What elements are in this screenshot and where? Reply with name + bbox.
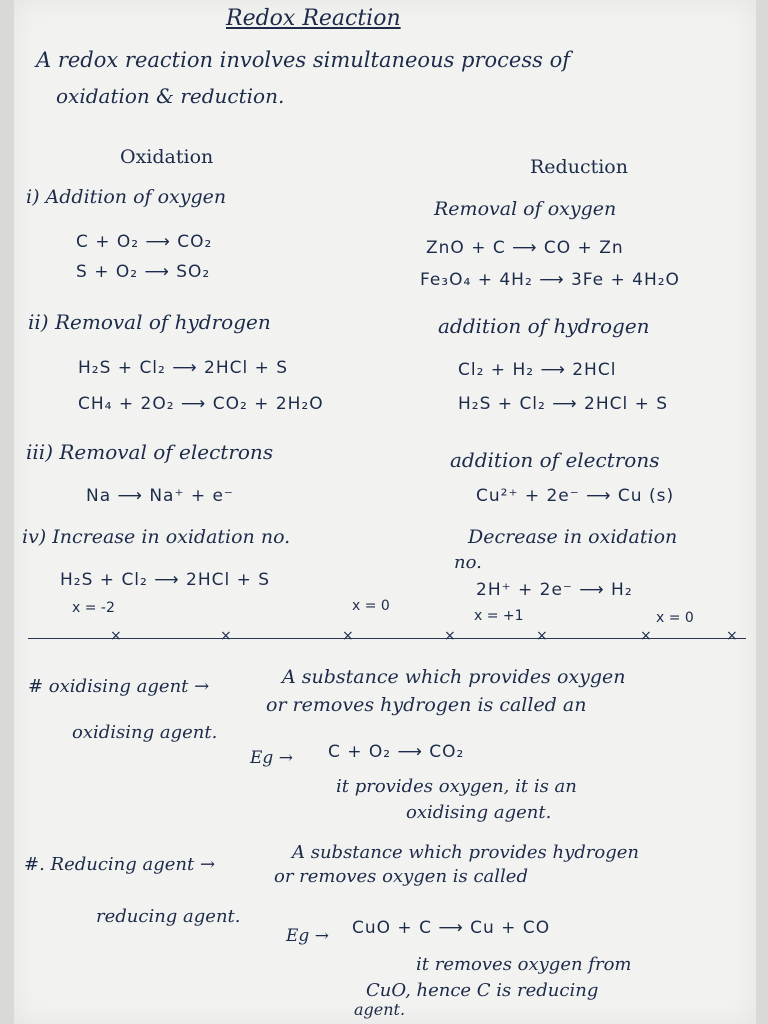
- oxidising-agent-def-1: A substance which provides oxygen: [282, 666, 626, 688]
- section-divider: [28, 638, 746, 639]
- reducing-agent-explain-1: it removes oxygen from: [416, 954, 632, 975]
- intro-line-1: A redox reaction involves simultaneous process of: [36, 48, 571, 72]
- reduction-item-3-label: addition of electrons: [450, 448, 660, 472]
- divider-mark: ×: [536, 628, 548, 644]
- reducing-agent-eg-label: Eg →: [286, 926, 329, 946]
- reducing-agent-eg-equation: CuO + C ⟶ Cu + CO: [352, 918, 551, 938]
- oxidation-item-4-label: iv) Increase in oxidation no.: [22, 526, 291, 548]
- divider-mark: ×: [444, 628, 456, 644]
- oxidation-item-4-note-2: x = 0: [352, 598, 390, 614]
- oxidation-item-3-label: iii) Removal of electrons: [26, 440, 274, 464]
- page-title: Redox Reaction: [226, 6, 401, 31]
- oxidising-agent-eg-label: Eg →: [250, 748, 293, 768]
- reduction-item-4-note-2: x = 0: [656, 610, 694, 626]
- oxidation-item-3-eq-1: Na ⟶ Na⁺ + e⁻: [86, 486, 234, 506]
- reducing-agent-term: #. Reducing agent →: [24, 854, 216, 875]
- reduction-item-1-label: Removal of oxygen: [434, 198, 617, 220]
- reduction-item-1-eq-1: ZnO + C ⟶ CO + Zn: [426, 238, 624, 258]
- reduction-item-2-eq-1: Cl₂ + H₂ ⟶ 2HCl: [458, 360, 617, 380]
- oxidation-item-4-eq-1: H₂S + Cl₂ ⟶ 2HCl + S: [60, 570, 271, 590]
- oxidising-agent-def-3: oxidising agent.: [72, 722, 218, 743]
- oxidation-item-1-eq-1: C + O₂ ⟶ CO₂: [76, 232, 213, 252]
- reducing-agent-def-1: A substance which provides hydrogen: [292, 842, 639, 863]
- reduction-item-1-eq-2: Fe₃O₄ + 4H₂ ⟶ 3Fe + 4H₂O: [420, 270, 680, 290]
- oxidising-agent-def-2: or removes hydrogen is called an: [266, 694, 587, 716]
- reduction-item-2-eq-2: H₂S + Cl₂ ⟶ 2HCl + S: [458, 394, 669, 414]
- divider-mark: ×: [726, 628, 738, 644]
- oxidising-agent-explain-1: it provides oxygen, it is an: [336, 776, 577, 797]
- intro-line-2: oxidation & reduction.: [56, 84, 285, 108]
- divider-mark: ×: [110, 628, 122, 644]
- notebook-page: [14, 0, 756, 1024]
- reducing-agent-explain-2: CuO, hence C is reducing: [366, 980, 599, 1001]
- reduction-item-3-eq-1: Cu²⁺ + 2e⁻ ⟶ Cu (s): [476, 486, 675, 506]
- reducing-agent-explain-3: agent.: [354, 1000, 406, 1019]
- oxidising-agent-explain-2: oxidising agent.: [406, 802, 552, 823]
- oxidising-agent-term: # oxidising agent →: [28, 676, 210, 697]
- divider-mark: ×: [640, 628, 652, 644]
- reduction-item-2-label: addition of hydrogen: [438, 314, 650, 338]
- oxidation-item-4-note-1: x = -2: [72, 600, 115, 616]
- reduction-item-4-label-2: no.: [454, 552, 482, 573]
- oxidation-heading: Oxidation: [120, 146, 214, 168]
- oxidation-item-1-eq-2: S + O₂ ⟶ SO₂: [76, 262, 211, 282]
- reduction-item-4-eq-1: 2H⁺ + 2e⁻ ⟶ H₂: [476, 580, 633, 600]
- divider-mark: ×: [342, 628, 354, 644]
- oxidising-agent-eg-equation: C + O₂ ⟶ CO₂: [328, 742, 465, 762]
- oxidation-item-2-label: ii) Removal of hydrogen: [28, 310, 271, 334]
- reducing-agent-def-2: or removes oxygen is called: [274, 866, 528, 887]
- divider-mark: ×: [220, 628, 232, 644]
- reducing-agent-def-3: reducing agent.: [96, 906, 241, 927]
- reduction-heading: Reduction: [530, 156, 628, 178]
- oxidation-item-2-eq-1: H₂S + Cl₂ ⟶ 2HCl + S: [78, 358, 289, 378]
- reduction-item-4-note-1: x = +1: [474, 608, 524, 624]
- oxidation-item-1-label: i) Addition of oxygen: [26, 186, 227, 208]
- reduction-item-4-label: Decrease in oxidation: [468, 526, 678, 548]
- oxidation-item-2-eq-2: CH₄ + 2O₂ ⟶ CO₂ + 2H₂O: [78, 394, 324, 414]
